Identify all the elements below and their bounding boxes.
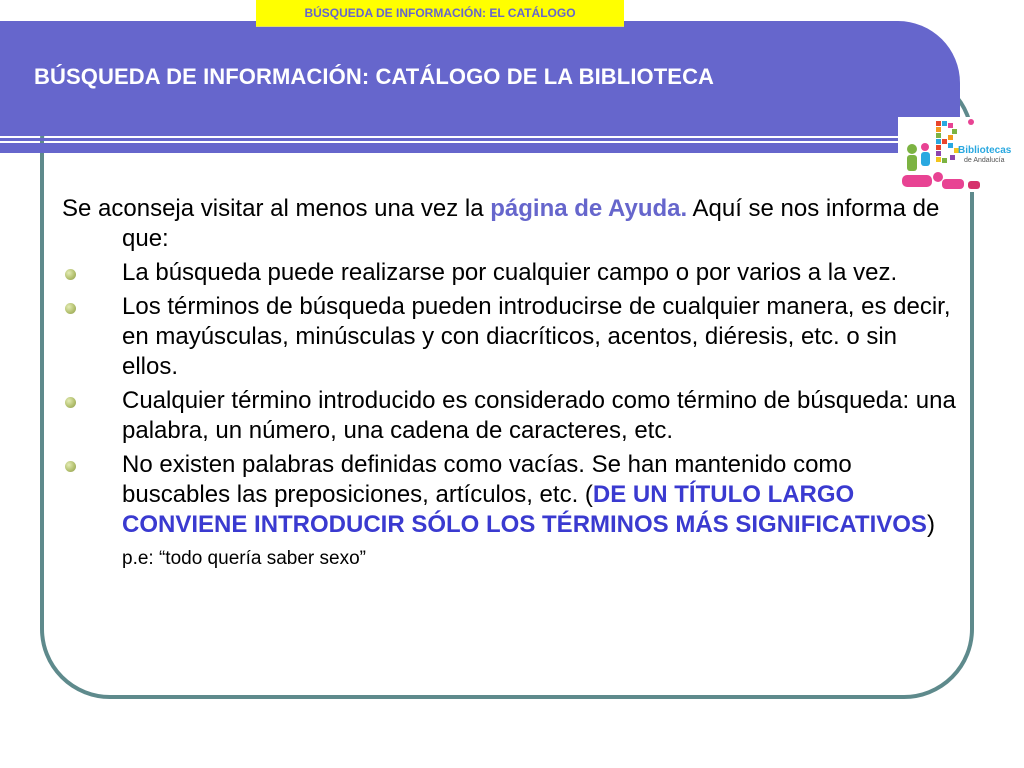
emphasis-text: DE UN TÍTULO LARGO CONVIENE INTRODUCIR SÓLO LOS TÉRMINOS MÁS SIGNIFICATIVOS <box>122 481 927 538</box>
bullet-text: Los términos de búsqueda pueden introducirse de cualquier manera, es decir, en mayúsculas, minúsculas y con diacríticos, acentos, diéresis, etc. o sin ellos. <box>122 293 951 380</box>
logo-text-line2: de Andalucía <box>964 157 1005 164</box>
list-item <box>62 292 957 382</box>
header-stripe <box>0 143 960 153</box>
section-tab: BÚSQUEDA DE INFORMACIÓN: EL CATÁLOGO <box>256 0 624 27</box>
logo-letter-b <box>936 121 959 163</box>
bullet-text-close: ) <box>926 511 935 538</box>
list-item <box>62 450 957 574</box>
bullet-text: No existen palabras definidas como vacías. Se han mantenido como buscables las preposiciones, artículos, etc. ( <box>122 451 852 508</box>
bullet-text: La búsqueda puede realizarse por cualquier campo o por varios a la vez. <box>122 259 898 286</box>
header-stripe <box>0 138 960 141</box>
intro-text: Se aconseja visitar al menos una vez la <box>62 195 491 222</box>
bullet-text: Cualquier término introducido es considerado como término de búsqueda: una palabra, un número, una cadena de caracteres, etc. <box>122 387 956 444</box>
slide-content <box>62 194 957 578</box>
bibliotecas-de-andalucia-logo <box>898 117 1012 192</box>
bullet-icon <box>65 397 76 408</box>
intro-paragraph <box>62 194 957 254</box>
logo-text-line1: Bibliotecas <box>958 145 1012 156</box>
list-item <box>62 386 957 446</box>
intro-text: Aquí se nos informa de que: <box>122 195 940 252</box>
bullet-icon <box>65 461 76 472</box>
help-page-link[interactable]: página de Ayuda. <box>490 195 688 222</box>
bullet-list <box>62 258 957 574</box>
example-text: p.e: “todo quería saber sexo” <box>122 548 366 569</box>
list-item <box>62 258 957 288</box>
bullet-icon <box>65 269 76 280</box>
bullet-icon <box>65 303 76 314</box>
slide-title: BÚSQUEDA DE INFORMACIÓN: CATÁLOGO DE LA BIBLIOTECA <box>34 64 715 89</box>
